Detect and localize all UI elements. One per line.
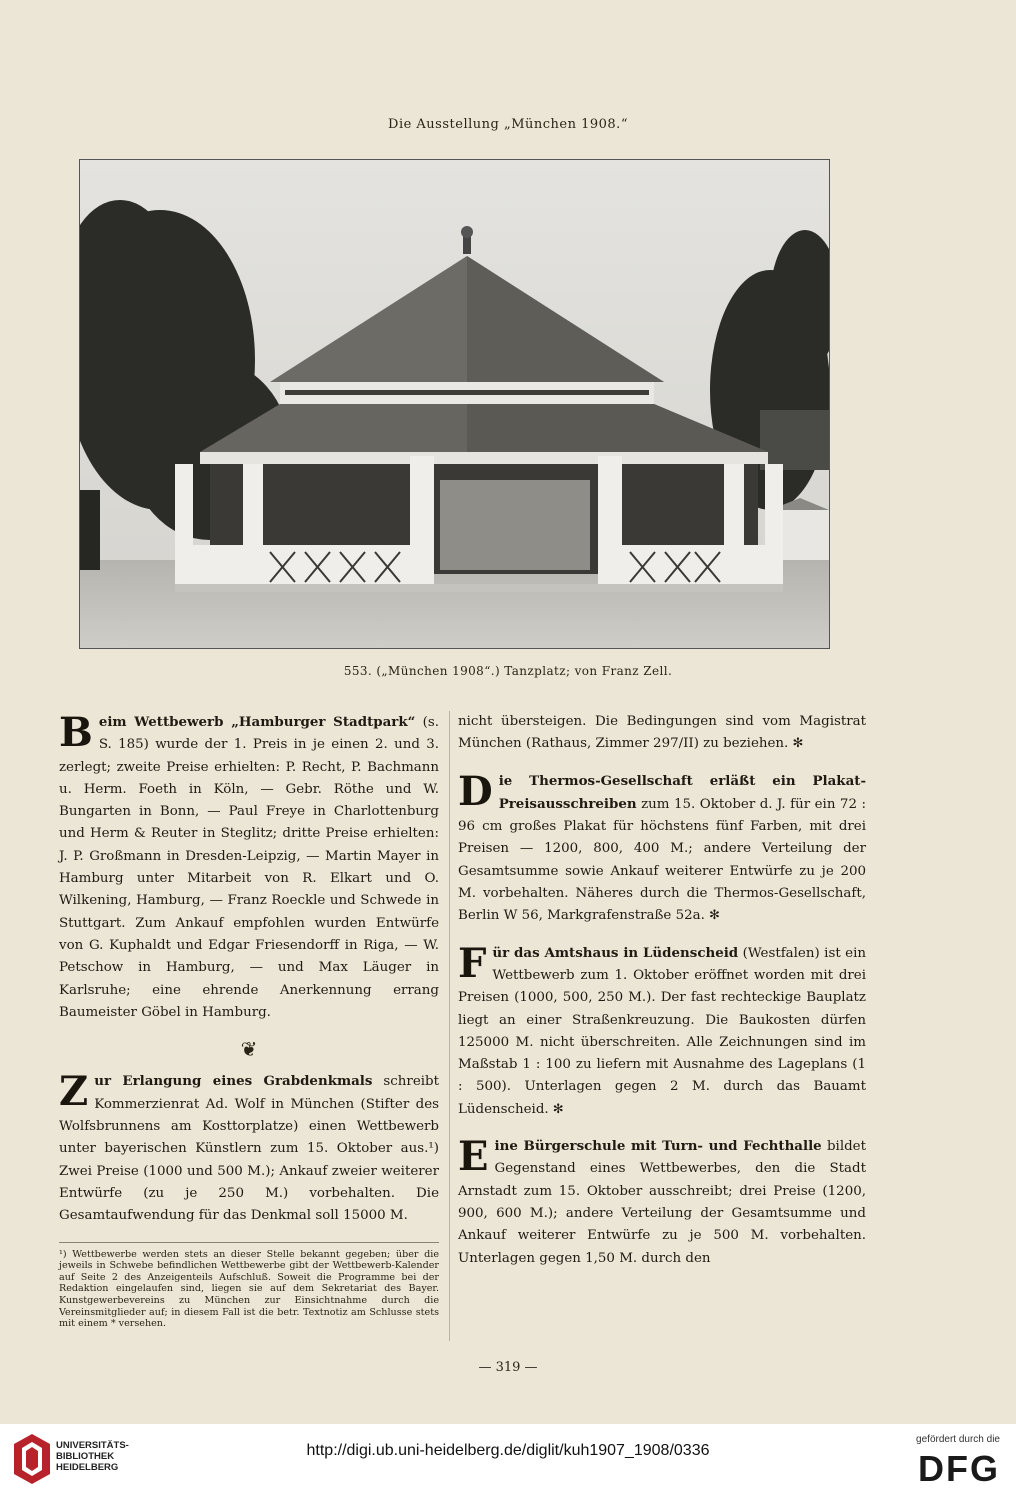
article-text: schreibt Kommerzienrat Ad. Wolf in München (Stifter des Wolfsbrunnens am Kosttorplatze) einen Wettbewerb unter bayerischen Künstlern zum 15. Oktober aus.¹) Zwei Preise (1000 und 500 M.); Ankauf zweier weiterer Entwürfe (zu je 250 M.) vorbehalten. Die Gesamtaufwendung für das Denkmal soll 15000 M. bbox=[59, 1074, 439, 1224]
article-heading: ine Bürgerschule mit Turn- und Fechthalle bbox=[494, 1138, 822, 1155]
library-name-line: BIBLIOTHEK bbox=[56, 1451, 115, 1462]
article-heading: ür das Amtshaus in Lüdenscheid bbox=[492, 944, 739, 961]
drop-cap: E bbox=[458, 1133, 489, 1181]
library-name-line: UNIVERSITÄTS- bbox=[56, 1440, 129, 1451]
column-divider bbox=[449, 711, 450, 1341]
article-thermos bbox=[458, 767, 866, 928]
article-text: (Westfalen) ist ein Wettbewerb zum 1. Oktober eröffnet worden mit drei Preisen (1000, 500, 250 M.). Der fast rechteckige Bauplatz liegt an einer Straßenkreuzung. Die Baukosten dürfen 125000 M. nicht überschreiten. Alle Zeichnungen sind im Maßstab 1 : 100 zu liefern mit Ausnahme des Lageplans (1 : 500). Unterlagen gegen 2 M. durch das Bauamt Lüdenscheid. bbox=[458, 945, 866, 1117]
page-number: — 319 — bbox=[478, 1360, 538, 1375]
drop-cap: B bbox=[59, 709, 93, 756]
pavilion-photograph bbox=[79, 159, 830, 649]
article-text: bildet Gegenstand eines Wettbewerbes, den die Stadt Arnstadt zum 15. Oktober ausschreibt; drei Preise (1200, 900, 600 M.); andere Verteilung der Gesamtsumme und Ankauf weiterer Entwürfe zu je 500 M. vorbehalten. Unterlagen gegen 1,50 M. durch den bbox=[458, 1139, 866, 1266]
article-heading: ie Thermos-Gesellschaft erläßt ein Plakat-Preisausschreiben bbox=[498, 772, 866, 812]
article-hamburg-stadtpark bbox=[59, 711, 439, 1024]
drop-cap: D bbox=[458, 767, 493, 815]
running-head: Die Ausstellung „München 1908.“ bbox=[388, 117, 628, 132]
footnote: ¹) Wettbewerbe werden stets an dieser Stelle bekannt gegeben; über die jeweils in Schwebe befindlichen Wettbewerbe gibt der Wettbewerb-Kalender auf Seite 2 des Anzeigenteils Aufschluß. Soweit die Programme bei der Redaktion eingelaufen sind, liegen sie auf dem Sekretariat des Bayer. Kunstgewerbevereins zu München zur Einsichtnahme durch die Vereinsmitglieder auf; in diesem Fall ist die betr. Textnotiz am Schlusse stets mit einem * versehen. bbox=[59, 1242, 439, 1330]
dfg-logo: DFG bbox=[918, 1448, 1000, 1489]
article-text: (s. S. 185) wurde der 1. Preis in je einen 2. und 3. zerlegt; zweite Preise erhielten: P. Recht, P. Bachmann u. Herm. Foeth in Köln, — Gebr. Röthe und W. Bungarten in Bonn, — Paul Freye in Charlottenburg und Herm & Reuter in Steglitz; dritte Preise erhielten: J. P. Großmann in Dresden-Leipzig, — Martin Mayer in Hamburg unter Mitarbeit von R. Elkart und O. Wilkening, Hamburg, — Franz Roeckle und Schwede in Stuttgart. Zum Ankauf empfohlen wurden Entwürfe von G. Kuphaldt und Edgar Friesendorff in Riga, — W. Petschow in Hamburg, — und Max Läuger in Karlsruhe; eine ehrende Anerkennung errang Baumeister Göbel in Hamburg. bbox=[59, 715, 439, 1020]
drop-cap: F bbox=[458, 939, 487, 987]
viewer-footer bbox=[0, 1424, 1016, 1498]
right-column bbox=[458, 711, 866, 1284]
article-luedenscheid bbox=[458, 939, 866, 1121]
document-url-link[interactable]: http://digi.ub.uni-heidelberg.de/diglit/kuh1907_1908/0336 bbox=[306, 1442, 710, 1459]
end-mark-icon: ✻ bbox=[788, 736, 804, 752]
end-mark-icon: ✻ bbox=[548, 1101, 564, 1117]
photo-caption: 553. („München 1908“.) Tanzplatz; von Franz Zell. bbox=[343, 664, 673, 678]
pavilion-illustration bbox=[80, 160, 829, 648]
library-name-line: HEIDELBERG bbox=[56, 1462, 119, 1473]
fleuron-ornament: ❦ bbox=[240, 1037, 258, 1062]
article-heading: ur Erlangung eines Grabdenkmals bbox=[94, 1073, 373, 1090]
article-arnstadt bbox=[458, 1135, 866, 1270]
article-grabdenkmal bbox=[59, 1070, 439, 1227]
drop-cap: Z bbox=[59, 1068, 89, 1116]
article-continuation bbox=[458, 711, 866, 756]
funded-by-label: gefördert durch die bbox=[916, 1434, 1000, 1445]
article-text: zum 15. Oktober d. J. für ein 72 : 96 cm großes Plakat für höchstens fünf Farben, mit drei Preisen — 1200, 800, 400 M.; andere Verteilung der Gesamtsumme sowie Ankauf weiterer Entwürfe zu je 200 M. vorbehalten. Näheres durch die Thermos-Gesellschaft, Berlin W 56, Markgrafenstraße 52a. bbox=[458, 796, 866, 924]
left-column bbox=[59, 711, 439, 1330]
end-mark-icon: ✻ bbox=[704, 908, 720, 924]
article-heading: eim Wettbewerb „Hamburger Stadtpark“ bbox=[98, 714, 416, 730]
article-text: nicht übersteigen. Die Bedingungen sind vom Magistrat München (Rathaus, Zimmer 297/II) zu beziehen. bbox=[458, 714, 866, 752]
